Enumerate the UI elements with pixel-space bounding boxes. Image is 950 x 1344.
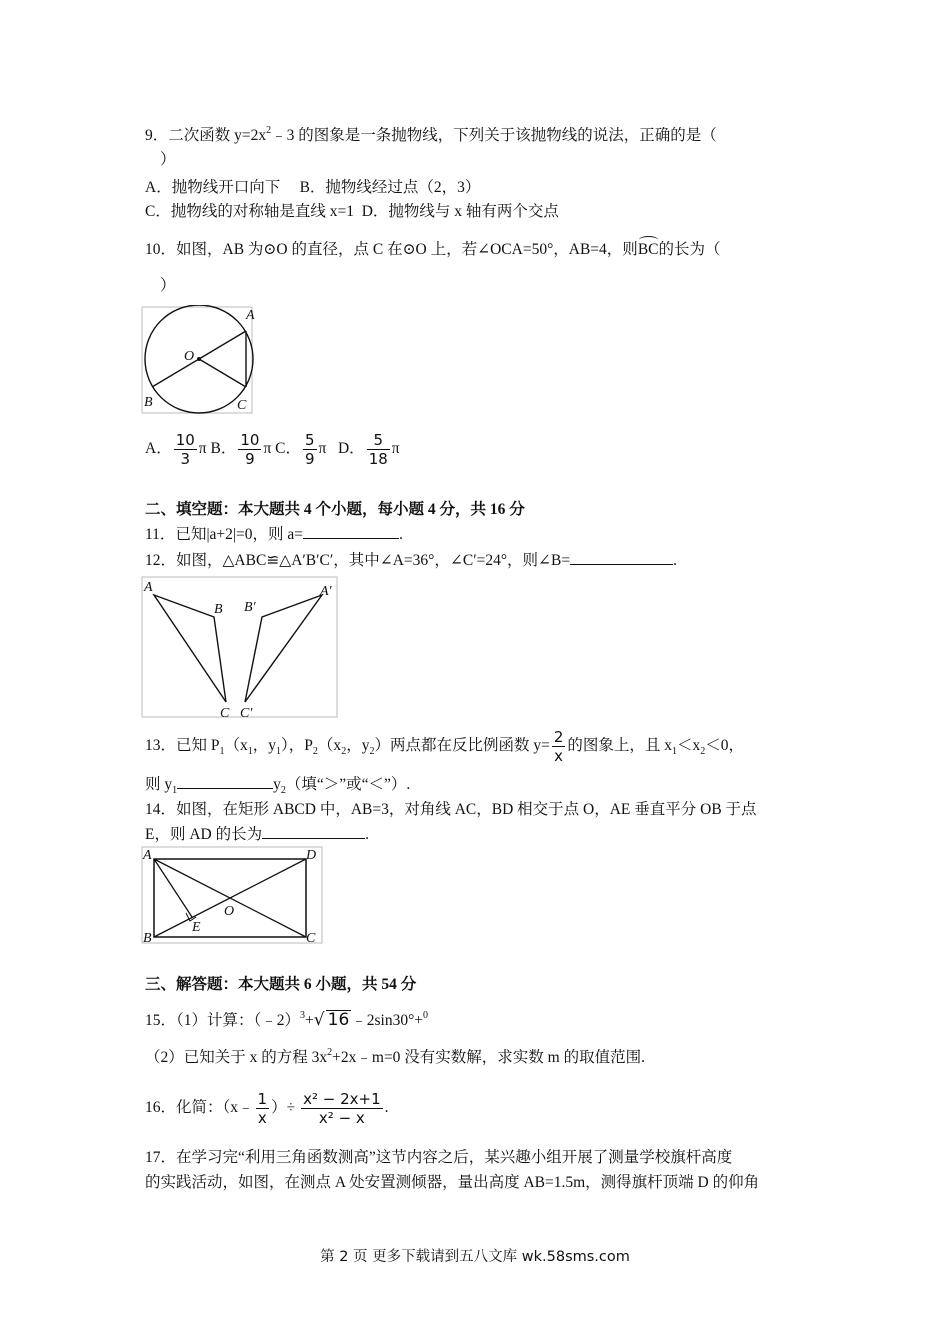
center-o-dot — [197, 357, 201, 361]
label-o: O — [184, 349, 195, 364]
q14-line1: 14．如图，在矩形 ABCD 中，AB=3，对角线 AC，BD 相交于点 O，AE 垂直平分 OB 于点 — [145, 801, 757, 818]
segment-ae — [154, 859, 192, 917]
q9-line1: 9．二次函数 $y=2x^2﹣3$ 的图象是一条抛物线，下列关于该抛物线的说法，正确的是（ — [145, 125, 717, 144]
label-a-prime: A′ — [320, 584, 332, 599]
label-o: O — [224, 904, 235, 919]
label-c: C — [306, 931, 316, 945]
q9-options-ab: A．抛物线开口向下 B．抛物线经过点（2，3） — [145, 179, 481, 196]
q14-line2: E，则 AD 的长为 . — [145, 826, 369, 843]
q10-line1: 10．如图，AB 为⊙O 的直径，点 C 在⊙O 上，若∠OCA=50°，AB=4，则BC的长为（ — [145, 241, 721, 258]
q10-option-a: A． $\frac{10}{3}$ π — [145, 430, 207, 468]
label-a: A — [144, 580, 153, 595]
q10-option-c: C． $\frac{5}{9}$ π — [275, 430, 327, 468]
q13-line1: 13．已知 $P_1(x_1$，$y_1$），$P_2(x_2$，$y_2$）两点都在反比例函数 y= $\frac{2}{x}$ 的图象上，且 $x_1<x_2<0$， — [145, 727, 745, 765]
label-b-prime: B′ — [244, 600, 256, 615]
q11-line: 11．已知|a+2|=0，则 a= . — [145, 526, 403, 543]
q10-options — [145, 428, 400, 470]
q10-circle-figure — [140, 305, 260, 415]
q13-line2: 则 $y_1$ $y_2$（填“＞”或“＜”）. — [145, 776, 411, 796]
label-c: C — [220, 706, 230, 720]
q9-close-paren: ） — [160, 151, 176, 168]
section2-title: 二、填空题：本大题共 4 个小题，每小题 4 分，共 16 分 — [145, 501, 525, 518]
label-b: B — [144, 395, 153, 410]
arc-bc: BC — [637, 241, 659, 258]
q12-triangles-figure — [140, 575, 340, 720]
label-b: B — [143, 931, 152, 945]
label-e: E — [192, 920, 201, 935]
q15-part2: （2）已知关于 x 的方程 $3x^2+2x﹣m=0$ 没有实数解，求实数 m 的取值范围. — [145, 1047, 645, 1066]
q12-line: 12．如图，△ABC≌△A′B′C′，其中∠A=36°，∠C′=24°，则∠B= . — [145, 552, 677, 569]
q10-close-paren: ） — [160, 277, 176, 294]
label-c-prime: C′ — [240, 706, 253, 720]
page-footer: 第 2 页 更多下载请到五八文库 wk.58sms.com — [320, 1249, 630, 1265]
q17-line1: 17．在学习完“利用三角函数测高”这节内容之后，某兴趣小组开展了测量学校旗杆高度 — [145, 1149, 733, 1166]
radius-oc — [199, 359, 246, 387]
q10-option-b: B． $\frac{10}{9}$ π — [210, 430, 272, 468]
section3-title: 三、解答题：本大题共 6 小题，共 54 分 — [145, 976, 417, 993]
label-c: C — [237, 398, 247, 413]
q9-options-cd: C．抛物线的对称轴是直线 x=1 D．抛物线与 x 轴有两个交点 — [145, 203, 559, 220]
q14-rectangle-figure — [140, 845, 325, 945]
sqrt-16: 16 — [327, 1010, 350, 1030]
label-d: D — [306, 848, 317, 863]
label-a: A — [143, 848, 152, 863]
q10-option-d: D． $\frac{5}{18}$ π — [337, 430, 400, 468]
triangle-abc-prime — [245, 595, 322, 702]
q16-line: 16．化简：（x﹣ $\frac{1}{x}$ ）÷ $\frac{\text{x² − 2x+1}}{\text{x² − x}}$ . — [145, 1089, 389, 1127]
q17-line2: 的实践活动，如图，在测点 A 处安置测倾器，量出高度 AB=1.5m，测得旗杆顶端 D 的仰角 — [145, 1174, 760, 1191]
label-a: A — [246, 308, 255, 323]
q15-part1: 15．（1）计算：（﹣2）$^3$+√ 16 ﹣2sin30°+$^0$ — [145, 1010, 429, 1030]
label-b: B — [214, 602, 223, 617]
